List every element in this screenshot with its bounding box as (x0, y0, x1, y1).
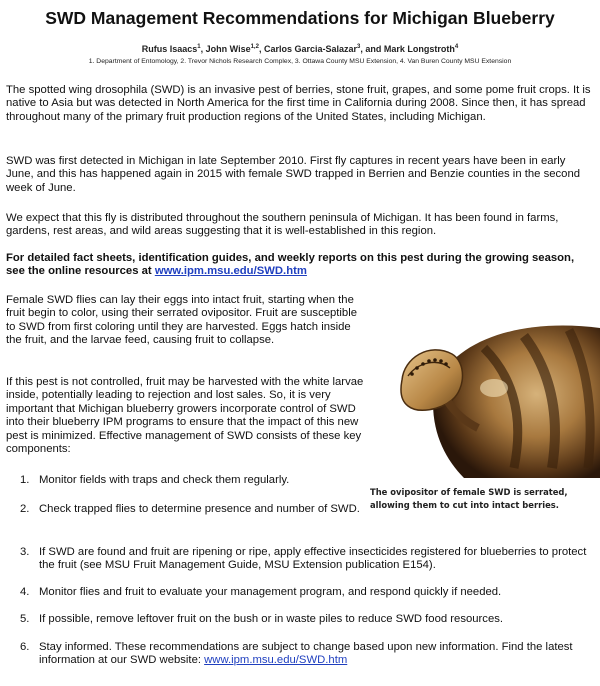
author-name: Rufus Isaacs (141, 44, 198, 54)
author-name: Carlos Garcia-Salazar (263, 44, 358, 54)
swd-website-link[interactable]: www.ipm.msu.edu/SWD.htm (204, 654, 348, 667)
photo-caption: The ovipositor of female SWD is serrated, allowing them to cut into intact berries. (370, 487, 568, 510)
distribution-paragraph: We expect that this fly is distributed throughout the southern peninsula of Michigan. It has been found in farms, gardens, rest areas, and wild areas suggesting that it is well-established in this region. (6, 212, 559, 238)
author-line: Rufus Isaacs$^1$, John Wise$^{1,2}$, Carlos Garcia-Salazar$^3$, and Mark Longstroth$^4$ (141, 44, 459, 54)
author-name: John Wise (205, 44, 251, 54)
resources-paragraph: For detailed fact sheets, identification guides, and weekly reports on this pest during the growing season, see the online resources at www.ipm.msu.edu/SWD.htm (6, 252, 575, 278)
affiliations: 1. Department of Entomology, 2. Trevor Nichols Research Complex, 3. Ottawa County MSU Extension, 4. Van Buren County MSU Extension (88, 58, 512, 65)
intro-paragraph: The spotted wing drosophila (SWD) is an invasive pest of berries, stone fruit, grapes, and some pome fruit crops. It is native to Asia but was detected in North America for the first time in California during 2008. Since then, it has spread throughout many of the primary fruit production regions of the United States, including Michigan. (6, 84, 591, 123)
control-paragraph: If this pest is not controlled, fruit may be harvested with the white larvae inside, potentially leading to rejection and lost sales. So, it is very important that Michigan blueberry growers incorporate control of SWD into their blueberry IPM programs to ensure that the impact of this new pest is minimized. Effective management of SWD consists of these key components: (6, 376, 364, 456)
eggs-paragraph: Female SWD flies can lay their eggs into intact fruit, starting when the fruit begin to color, using their serrated ovipositor. Fruit are susceptible to SWD from first coloring until they are harvested. Eggs hatch inside the fruit, and the larvae feed, causing fruit to collapse. (6, 294, 358, 347)
ovipositor-photo (374, 318, 600, 478)
document-title: SWD Management Recommendations for Michigan Blueberry (45, 8, 555, 28)
detection-paragraph: SWD was first detected in Michigan in late September 2010. First fly captures in recent years have been in early June, and this has happened again in 2015 with female SWD trapped in Berrien and Benzie counties in the second week of June. (6, 155, 581, 194)
resources-link[interactable]: www.ipm.msu.edu/SWD.htm (154, 265, 307, 278)
document-page: SWD Management Recommendations for Michigan Blueberry Rufus Isaacs$^1$, John Wise$^{1,2}$, Carlos Garcia-Salazar$^3$, and Mark Longstroth$^4$ 1. Department of Entomology, 2. Trevor Nichols Research Complex, 3. Ottawa County MSU Extension, 4. Van Buren County MSU Extension The spotted wing drosophila (SWD) is an invasive pest of berries, stone fruit, grapes, and some pome fruit crops. It is native to Asia but was detected in North America for the first time in California during 2008. Since then, it has spread throughout many of the primary fruit production regions of the United States, including Michigan. SWD was first detected in Michigan in late September 2010. First fly captures in recent years have been in early June, and this has happened again in 2015 with female SWD trapped in Berrien and Benzie counties in the second week of June. We expect that this fly is distributed throughout the southern peninsula of Michigan. It has been found in farms, gardens, rest areas, and wild areas suggesting that it is well-established in this region. For detailed fact sheets, identification guides, and weekly reports on this pest during the growing season, see the online resources at www.ipm.msu.edu/SWD.htm Female SWD flies can lay their eggs into intact fruit, starting when the fruit begin to color, using their serrated ovipositor. Fruit are susceptible to SWD from first coloring until they are harvested. Eggs hatch inside the fruit, and the larvae feed, causing fruit to collapse. If this pest is not controlled, fruit may be harvested with the white larvae inside, potentially leading to rejection and lost sales. So, it is very important that Michigan blueberry growers incorporate control of SWD into their blueberry IPM programs to ensure that the impact of this new pest is minimized. Effective management of SWD consists of these key components: The ovipositor of female SWD is serrated, allowing them to cut into intact berries. 1. Monitor fields with traps and check them regularly. 2. Check trapped flies to determine presence and number of SWD. 3. If SWD are found and fruit are ripening or ripe, apply effective insecticides registered for blueberries to protect the fruit (see MSU Fruit Management Guide, MSU Extension publication E154). 4. Monitor flies and fruit to evaluate your management program, and respond quickly if needed. 5. If possible, remove leftover fruit on the bush or in waste piles to reduce SWD food resources. 6. Stay informed. These recommendations are subject to change based upon new information. Find the latest information at our SWD website: www.ipm.msu.edu/SWD.htm (0, 0, 600, 686)
ovipositor-photo-illustration (374, 318, 600, 478)
author-name: Mark Longstroth (383, 44, 455, 54)
